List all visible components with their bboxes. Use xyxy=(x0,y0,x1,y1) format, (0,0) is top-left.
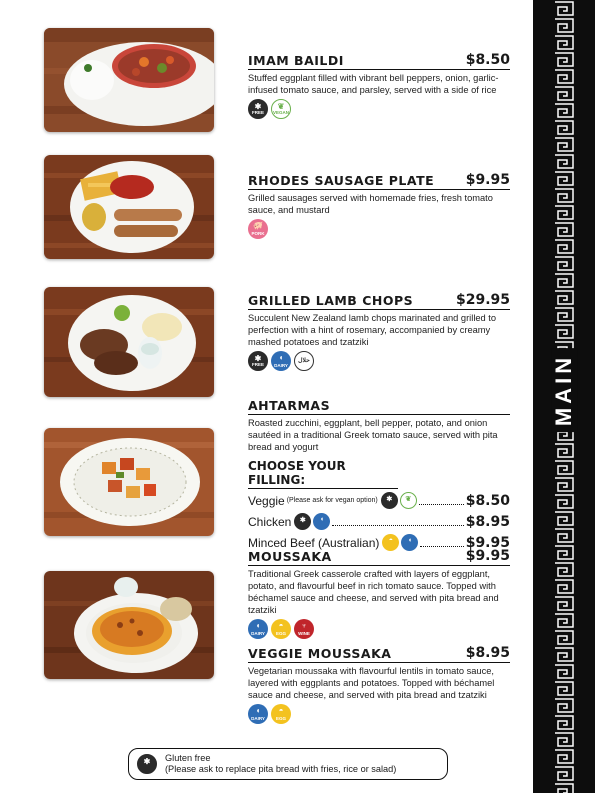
vegan-icon: ❦ VEGAN xyxy=(271,99,291,119)
gluten-free-icon: ✱ xyxy=(381,492,398,509)
item-name: IMAM BAILDI xyxy=(248,53,344,68)
gluten-free-icon: ✱ FREE xyxy=(248,351,268,371)
item-description: Traditional Greek casserole crafted with layers of eggplant, potato, and flavourful beef in rich tomato sauce. Topped with béchamel sauce and cheese, and served with pita bread and tzatziki xyxy=(248,569,499,615)
ahtarmas-photo xyxy=(44,428,214,536)
dietary-badges xyxy=(248,99,510,119)
item-description: Stuffed eggplant filled with vibrant bell peppers, onion, garlic-infused tomato sauce, and parsley, served with a side of rice xyxy=(248,73,499,95)
dairy-icon: ◖ DAIRY xyxy=(248,704,268,724)
item-name: MOUSSAKA xyxy=(248,549,332,564)
menu-item-lamb-chops xyxy=(248,292,510,371)
item-description: Succulent New Zealand lamb chops marinated and grilled to perfection with a hint of rosemary, accompanied by creamy mashed potatoes and tzatziki xyxy=(248,313,497,347)
gluten-free-icon: ✱ FREE xyxy=(248,99,268,119)
item-name: VEGGIE MOUSSAKA xyxy=(248,646,392,661)
filling-option-chicken xyxy=(248,512,510,531)
wine-icon: ♆ WINE xyxy=(294,619,314,639)
gluten-free-icon: ✱ xyxy=(294,513,311,530)
lamb-chops-photo xyxy=(44,287,214,397)
item-description: Grilled sausages served with homemade fries, fresh tomato sauce, and mustard xyxy=(248,193,493,215)
dairy-icon: ◖ xyxy=(401,534,418,551)
item-price: $9.95 xyxy=(465,548,510,564)
item-title-row xyxy=(248,52,510,70)
leader-dots xyxy=(419,496,464,505)
filling-name: Chicken xyxy=(248,514,292,529)
gluten-free-icon: ✱ xyxy=(137,754,157,774)
item-title-row xyxy=(248,645,510,663)
item-name: RHODES SAUSAGE PLATE xyxy=(248,173,435,188)
egg-icon: ◓ EGG xyxy=(271,704,291,724)
section-label: MAIN xyxy=(551,348,577,432)
dietary-badges xyxy=(248,704,510,724)
legend-line-2: (Please ask to replace pita bread with fries, rice or salad) xyxy=(165,764,397,774)
filling-name: Minced Beef (Australian) xyxy=(248,535,380,550)
egg-icon: ◓ xyxy=(382,534,399,551)
filling-name: Veggie xyxy=(248,493,285,508)
filling-price: $8.95 xyxy=(465,513,510,530)
greek-key-border xyxy=(533,0,595,793)
legend-line-1: Gluten free xyxy=(165,753,211,763)
vegan-icon: ❦ xyxy=(400,492,417,509)
filling-price: $8.50 xyxy=(465,492,510,509)
item-title-row xyxy=(248,398,510,415)
filling-price: $9.95 xyxy=(465,534,510,551)
sausage-plate-photo xyxy=(44,155,214,259)
menu-item-ahtarmas xyxy=(248,398,510,552)
dietary-badges xyxy=(248,619,510,639)
item-description: Vegetarian moussaka with flavourful lentils in tomato sauce, layered with eggplants and potatoes. Topped with béchamel sauce and cheese, and served with pita bread and tzatziki xyxy=(248,666,495,700)
menu-item-moussaka xyxy=(248,548,510,639)
dairy-icon: ◖ xyxy=(313,513,330,530)
item-description: Roasted zucchini, eggplant, bell pepper, potato, and onion sautéed in a traditional Greek tomato sauce, served with pita bread and yogurt xyxy=(248,418,498,452)
legend-text xyxy=(165,753,396,775)
item-title-row xyxy=(248,172,510,190)
dairy-icon: ◖ DAIRY xyxy=(271,351,291,371)
filling-option-veggie xyxy=(248,491,510,510)
egg-icon: ◓ EGG xyxy=(271,619,291,639)
item-price: $29.95 xyxy=(455,292,510,308)
filling-note: (Please ask for vegan option) xyxy=(286,497,378,504)
item-name: AHTARMAS xyxy=(248,398,331,413)
menu-item-imam-baildi xyxy=(248,52,510,119)
leader-dots xyxy=(420,538,463,547)
pork-icon: 🐖 PORK xyxy=(248,219,268,239)
item-price: $8.95 xyxy=(465,645,510,661)
section-label-box xyxy=(533,330,595,450)
item-price: $9.95 xyxy=(465,172,510,188)
dietary-badges xyxy=(248,219,510,239)
gluten-free-legend xyxy=(128,748,448,780)
item-title-row xyxy=(248,292,510,310)
dairy-icon: ◖ DAIRY xyxy=(248,619,268,639)
item-name: GRILLED LAMB CHOPS xyxy=(248,293,414,308)
leader-dots xyxy=(332,517,463,526)
halal-icon: حلال xyxy=(294,351,314,371)
item-price: $8.50 xyxy=(465,52,510,68)
moussaka-photo xyxy=(44,571,214,679)
imam-baildi-photo xyxy=(44,28,214,132)
filling-heading: CHOOSE YOUR FILLING: xyxy=(248,459,398,489)
menu-item-veggie-moussaka xyxy=(248,645,510,724)
item-title-row xyxy=(248,548,510,566)
dietary-badges xyxy=(248,351,510,371)
menu-item-rhodes-sausage xyxy=(248,172,510,239)
